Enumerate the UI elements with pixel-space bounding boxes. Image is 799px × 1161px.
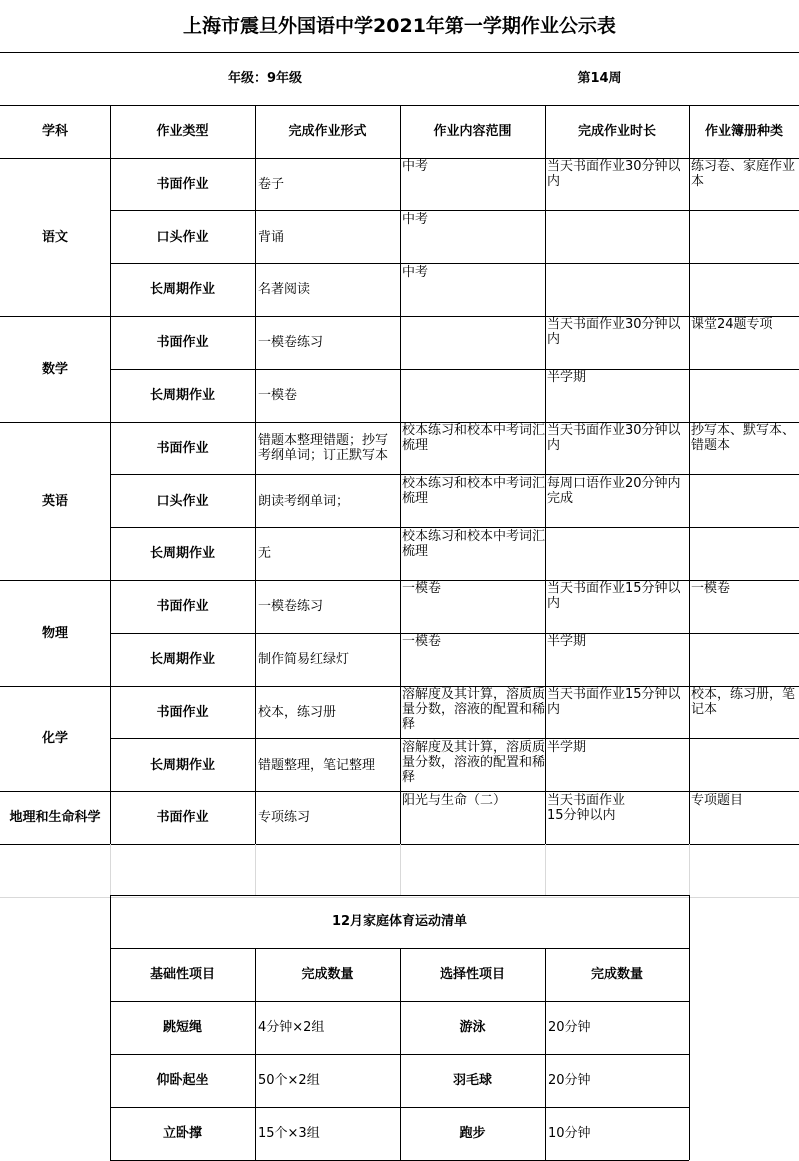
column-header: 完成作业形式 (288, 124, 367, 139)
homework-form: 一模卷练习 (258, 335, 324, 351)
homework-scope: 一模卷 (402, 581, 442, 597)
week-label: 第14周 (577, 71, 622, 86)
homework-books (689, 739, 799, 792)
subject-name: 语文 (41, 229, 68, 245)
homework-form: 无 (258, 546, 272, 562)
optional-item: 游泳 (459, 1020, 486, 1035)
column-header: 作业类型 (156, 124, 209, 139)
homework-type: 长周期作业 (149, 282, 215, 298)
exercise-title: 12月家庭体育运动清单 (331, 914, 468, 929)
grid-line (110, 633, 799, 634)
grid-line (110, 895, 689, 896)
grid-line (255, 105, 256, 844)
grid-line (400, 948, 401, 1160)
homework-scope (400, 369, 545, 422)
basic-item: 仰卧起坐 (156, 1073, 209, 1088)
grid-line (689, 105, 690, 844)
homework-books (689, 528, 799, 581)
homework-duration: 每周口语作业20分钟内完成 (547, 475, 681, 506)
homework-scope: 一模卷 (402, 634, 442, 650)
homework-type: 口头作业 (156, 229, 209, 245)
homework-scope: 中考 (402, 211, 429, 227)
grid-line (110, 210, 799, 211)
homework-duration: 当天书面作业30分钟以内 (547, 423, 681, 453)
optional-item: 跑步 (459, 1126, 486, 1141)
page-title: 上海市震旦外国语中学2021年第一学期作业公示表 (183, 14, 616, 37)
homework-scope (400, 316, 545, 369)
homework-type: 长周期作业 (149, 546, 215, 562)
exercise-header: 完成数量 (301, 967, 354, 982)
grid-line (0, 52, 799, 53)
grid-line (545, 105, 546, 844)
homework-type: 书面作业 (156, 440, 209, 456)
subject-name: 物理 (41, 625, 68, 641)
homework-scope: 校本练习和校本中考词汇梳理 (402, 528, 545, 559)
homework-form: 专项练习 (258, 810, 311, 826)
homework-form: 卷子 (258, 176, 285, 192)
homework-duration: 半学期 (547, 634, 587, 650)
grid-line (110, 844, 111, 895)
optional-quantity: 20分钟 (548, 1073, 591, 1088)
grid-line (689, 895, 690, 1160)
homework-duration: 当天书面作业 15分钟以内 (547, 792, 626, 823)
subject-name: 数学 (41, 361, 68, 377)
subject-name: 英语 (41, 493, 68, 509)
grid-line (545, 844, 546, 895)
homework-duration: 半学期 (547, 370, 587, 386)
column-header: 作业簿册种类 (704, 124, 783, 139)
homework-duration: 当天书面作业15分钟以内 (547, 687, 681, 717)
optional-quantity: 10分钟 (548, 1126, 591, 1141)
basic-item: 立卧撑 (162, 1126, 202, 1141)
homework-type: 书面作业 (156, 599, 209, 615)
exercise-header: 基础性项目 (149, 967, 215, 982)
subject-name: 化学 (41, 731, 68, 747)
homework-form: 制作简易红绿灯 (258, 652, 350, 668)
homework-books: 一模卷 (691, 581, 731, 597)
homework-form: 背诵 (258, 229, 285, 245)
homework-duration: 当天书面作业15分钟以内 (547, 581, 681, 612)
grid-line (255, 948, 256, 1160)
homework-books (689, 475, 799, 528)
grade-label: 年级：9年级 (227, 71, 303, 86)
homework-type: 口头作业 (156, 493, 209, 509)
homework-form: 名著阅读 (258, 282, 311, 298)
homework-type: 书面作业 (156, 810, 209, 826)
homework-books: 抄写本、默写本、错题本 (691, 423, 796, 453)
homework-books: 专项题目 (691, 792, 744, 808)
grid-line (110, 263, 799, 264)
homework-books: 课堂24题专项 (691, 317, 773, 333)
grid-line (545, 948, 546, 1160)
grid-line (110, 474, 799, 475)
homework-type: 书面作业 (156, 704, 209, 720)
column-header: 学科 (41, 124, 68, 139)
basic-quantity: 50个×2组 (258, 1073, 320, 1088)
grid-line (400, 844, 401, 895)
homework-scope: 校本练习和校本中考词汇梳理 (402, 475, 545, 506)
homework-books (689, 369, 799, 422)
homework-form: 一模卷练习 (258, 599, 324, 615)
homework-type: 长周期作业 (149, 757, 215, 773)
homework-books (689, 633, 799, 686)
homework-duration (545, 211, 689, 264)
homework-scope: 中考 (402, 159, 429, 174)
homework-form: 朗读考纲单词； (258, 493, 350, 509)
homework-form: 错题本整理错题；抄写考纲单词；订正默写本 (258, 433, 389, 464)
homework-scope: 溶解度及其计算，溶质质量分数，溶液的配置和稀释 (402, 739, 545, 785)
homework-duration (545, 264, 689, 317)
homework-books (689, 264, 799, 317)
homework-books: 练习卷、家庭作业本 (691, 159, 796, 189)
optional-item: 羽毛球 (452, 1073, 492, 1088)
optional-quantity: 20分钟 (548, 1020, 591, 1035)
column-header: 作业内容范围 (433, 124, 512, 139)
basic-quantity: 15个×3组 (258, 1126, 320, 1141)
grid-line (689, 844, 690, 895)
homework-scope: 中考 (402, 264, 429, 280)
homework-duration: 当天书面作业30分钟以内 (547, 317, 681, 348)
grid-line (110, 895, 111, 1160)
homework-duration: 当天书面作业30分钟以内 (547, 159, 681, 189)
grid-line (255, 844, 256, 895)
homework-form: 错题整理，笔记整理 (258, 757, 376, 773)
grid-line (400, 105, 401, 844)
exercise-header: 选择性项目 (439, 967, 505, 982)
exercise-header: 完成数量 (590, 967, 643, 982)
homework-scope: 校本练习和校本中考词汇梳理 (402, 423, 545, 453)
grid-line (110, 369, 799, 370)
homework-books (689, 211, 799, 264)
homework-duration: 半学期 (547, 739, 587, 755)
basic-item: 跳短绳 (162, 1020, 202, 1035)
homework-type: 书面作业 (156, 335, 209, 351)
grid-line (110, 105, 111, 844)
basic-quantity: 4分钟×2组 (258, 1020, 325, 1035)
homework-form: 校本，练习册 (258, 704, 337, 720)
grid-line (110, 738, 799, 739)
homework-type: 书面作业 (156, 176, 209, 192)
homework-books: 校本，练习册，笔记本 (691, 687, 796, 717)
subject-name: 地理和生命科学 (9, 810, 101, 826)
homework-scope: 溶解度及其计算，溶质质量分数，溶液的配置和稀释 (402, 687, 545, 732)
homework-scope: 阳光与生命（二） (402, 792, 507, 808)
grid-line (110, 527, 799, 528)
homework-type: 长周期作业 (149, 652, 215, 668)
homework-duration (545, 528, 689, 581)
column-header: 完成作业时长 (577, 124, 656, 139)
homework-form: 一模卷 (258, 388, 298, 404)
homework-type: 长周期作业 (149, 388, 215, 404)
